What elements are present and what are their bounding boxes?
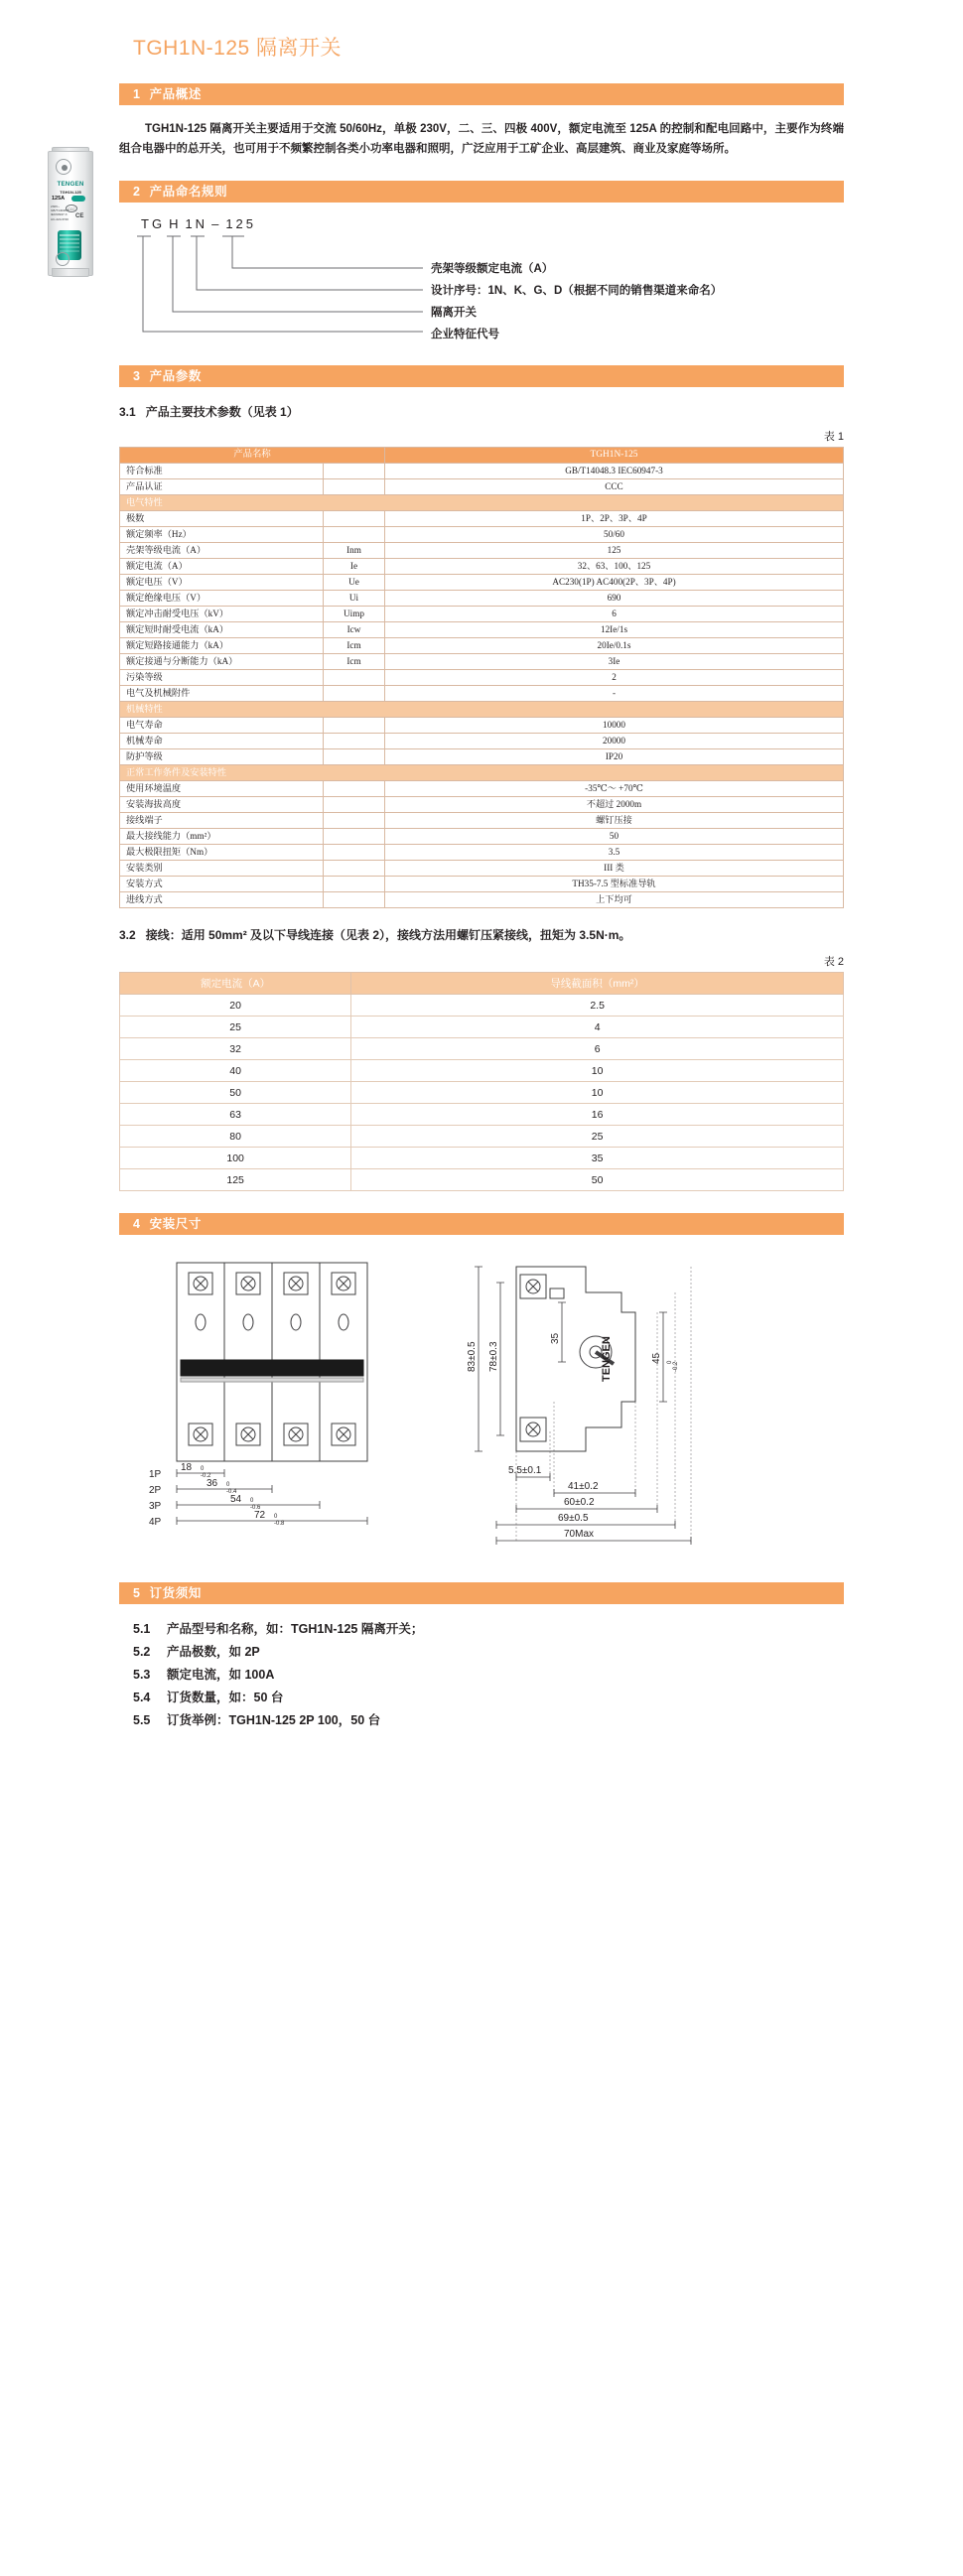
spec-row-value: IP20: [385, 749, 844, 765]
spec-row-label: 壳架等级电流（A）: [120, 543, 324, 559]
spec-row-label: 最大极限扭矩（Nm）: [120, 845, 324, 861]
spec-row-symbol: Ie: [324, 559, 385, 575]
spec-row-symbol: Uimp: [324, 607, 385, 622]
spec-row-label: 额定接通与分断能力（kA）: [120, 654, 324, 670]
dim-70max: 70Max: [564, 1529, 595, 1540]
table-row: [120, 686, 844, 702]
dim-width-18: 18: [181, 1462, 193, 1473]
table-row: [120, 575, 844, 591]
wiring-current: 20: [120, 995, 351, 1017]
dim-pole-4p: 4P: [149, 1517, 162, 1528]
section-header-ordering: [119, 1582, 844, 1604]
spec-row-label: 使用环境温度: [120, 781, 324, 797]
section-header-overview: [119, 83, 844, 105]
table-row: [120, 1017, 844, 1038]
table-row: [120, 829, 844, 845]
dimension-svg: [119, 1253, 844, 1551]
dim-41: 41±0.2: [568, 1481, 599, 1492]
table-row: [120, 559, 844, 575]
spec-row-value: TH35-7.5 型标准导轨: [385, 877, 844, 892]
spec-group-row: [120, 765, 844, 781]
spec-row-symbol: [324, 686, 385, 702]
spec-row-value: 20Ie/0.1s: [385, 638, 844, 654]
wiring-section: 4: [351, 1017, 844, 1038]
wiring-current: 63: [120, 1104, 351, 1126]
spec-row-symbol: [324, 527, 385, 543]
spec-row-symbol: [324, 718, 385, 734]
section-number: 3: [133, 369, 141, 383]
spec-row-value: GB/T14048.3 IEC60947-3: [385, 464, 844, 479]
wiring-table-body: [120, 995, 844, 1191]
ordering-item-text: 产品型号和名称，如：TGH1N-125 隔离开关；: [167, 1622, 424, 1636]
section-number: 5: [133, 1586, 141, 1600]
ordering-item: [133, 1618, 844, 1641]
naming-label-2: 隔离开关: [431, 307, 477, 319]
spec-group-label: 正常工作条件及安装特性: [120, 765, 844, 781]
section-label: 产品参数: [149, 369, 202, 383]
ordering-item-text: 额定电流，如 100A: [167, 1668, 275, 1682]
table-row: [120, 845, 844, 861]
spec-row-label: 安装类别: [120, 861, 324, 877]
spec-row-value: AC230(1P) AC400(2P、3P、4P): [385, 575, 844, 591]
table-row: [120, 1060, 844, 1082]
photo-fine-1: 230V~: [51, 204, 61, 208]
svg-text:-0.2: -0.2: [201, 1473, 211, 1479]
wiring-intro: [119, 926, 844, 945]
spec-table-body: [120, 464, 844, 908]
table-row: [120, 1126, 844, 1148]
spec-header-name: 产品名称: [120, 448, 385, 464]
section-label: 订货须知: [149, 1586, 202, 1600]
spec-row-value: 3Ie: [385, 654, 844, 670]
spec-row-value: 3.5: [385, 845, 844, 861]
code-part-1: H: [169, 216, 182, 231]
spec-row-label: 安装方式: [120, 877, 324, 892]
spec-row-symbol: [324, 892, 385, 908]
ordering-list: [133, 1618, 844, 1732]
photo-bottom-cap: [52, 268, 89, 277]
spec-row-label: 额定绝缘电压（V）: [120, 591, 324, 607]
spec-row-symbol: [324, 781, 385, 797]
spec-row-symbol: [324, 877, 385, 892]
wiring-current: 80: [120, 1126, 351, 1148]
spec-row-value: 螺钉压接: [385, 813, 844, 829]
wiring-intro-text: 接线：适用 50mm² 及以下导线连接（见表 2），接线方法用螺钉压紧接线，扭矩为 3.5N·m。: [145, 928, 631, 942]
section-number: 4: [133, 1217, 141, 1231]
spec-row-label: 额定频率（Hz）: [120, 527, 324, 543]
ordering-item: [133, 1687, 844, 1709]
spec-row-symbol: [324, 670, 385, 686]
naming-code: [141, 216, 260, 231]
ordering-item-text: 订货数量，如：50 台: [167, 1691, 284, 1704]
wiring-section: 2.5: [351, 995, 844, 1017]
spec-row-label: 进线方式: [120, 892, 324, 908]
table-row: [120, 670, 844, 686]
photo-terminal-bottom-icon: [56, 252, 69, 266]
ordering-item-number: 5.3: [133, 1668, 151, 1682]
svg-text:0: 0: [274, 1514, 278, 1520]
spec-row-value: III 类: [385, 861, 844, 877]
table-row: [120, 622, 844, 638]
table-row: [120, 511, 844, 527]
wiring-section: 25: [351, 1126, 844, 1148]
spec-row-label: 安装海拔高度: [120, 797, 324, 813]
table-row: [120, 479, 844, 495]
spec-table-header-row: [120, 448, 844, 464]
spec-row-symbol: [324, 479, 385, 495]
table-row: [120, 543, 844, 559]
ce-mark-icon: CE: [75, 213, 84, 219]
spec-row-label: 电气寿命: [120, 718, 324, 734]
code-part-2: 1N: [185, 216, 208, 231]
spec-row-symbol: Ue: [324, 575, 385, 591]
overview-paragraph: [119, 119, 844, 159]
spec-row-symbol: [324, 829, 385, 845]
section-header-dimensions: [119, 1213, 844, 1235]
spec-row-value: 125: [385, 543, 844, 559]
svg-text:0: 0: [667, 1360, 673, 1364]
dim-83: 83±0.5: [467, 1341, 478, 1372]
photo-amp-label: 125A: [52, 196, 66, 202]
spec-row-symbol: Ui: [324, 591, 385, 607]
table-row: [120, 877, 844, 892]
product-photo: [22, 147, 117, 282]
dim-width-72: 72: [254, 1510, 266, 1521]
wiring-header-row: [120, 973, 844, 995]
spec-row-symbol: [324, 734, 385, 749]
table-row: [120, 718, 844, 734]
section-number: 2: [133, 185, 141, 199]
spec-row-value: 20000: [385, 734, 844, 749]
dim-45: 45: [651, 1352, 662, 1364]
spec-row-value: 6: [385, 607, 844, 622]
dim-width-36: 36: [206, 1478, 218, 1489]
page-title: TGH1N-125 隔离开关: [133, 37, 343, 60]
subheading-3-1: [119, 403, 844, 420]
spec-row-label: 额定短路接通能力（kA）: [120, 638, 324, 654]
spec-row-label: 额定短时耐受电流（kA）: [120, 622, 324, 638]
wiring-current: 50: [120, 1082, 351, 1104]
naming-labels: [431, 258, 722, 345]
spec-row-value: 50: [385, 829, 844, 845]
svg-text:0: 0: [250, 1498, 254, 1504]
spec-row-value: 上下均可: [385, 892, 844, 908]
spec-row-label: 产品认证: [120, 479, 324, 495]
dimension-drawings: [119, 1253, 844, 1560]
spec-row-value: 1P、2P、3P、4P: [385, 511, 844, 527]
section-header-naming: [119, 181, 844, 203]
table-row: [120, 591, 844, 607]
spec-row-symbol: [324, 464, 385, 479]
wiring-current: 125: [120, 1169, 351, 1191]
wiring-section: 10: [351, 1082, 844, 1104]
photo-brand-label: TENGEN: [57, 181, 84, 188]
photo-indicator-window: [71, 196, 85, 202]
spec-row-symbol: Inm: [324, 543, 385, 559]
dim-width-54: 54: [230, 1494, 242, 1505]
spec-row-value: 690: [385, 591, 844, 607]
ordering-item: [133, 1641, 844, 1664]
ordering-item-number: 5.5: [133, 1713, 151, 1727]
table-row: [120, 638, 844, 654]
spec-row-value: 2: [385, 670, 844, 686]
naming-label-3: 企业特征代号: [431, 329, 499, 340]
spec-row-label: 污染等级: [120, 670, 324, 686]
photo-model-label: TGH1N-125: [60, 190, 81, 195]
wiring-section: 35: [351, 1148, 844, 1169]
svg-text:-0.8: -0.8: [274, 1521, 285, 1527]
table-row: [120, 1082, 844, 1104]
spec-row-symbol: Icw: [324, 622, 385, 638]
spec-row-label: 最大接线能力（mm²）: [120, 829, 324, 845]
spec-row-symbol: Icm: [324, 654, 385, 670]
spec-group-label: 电气特性: [120, 495, 844, 511]
dim-pole-3p: 3P: [149, 1501, 162, 1512]
naming-rule-diagram: [133, 214, 844, 343]
wiring-section: 6: [351, 1038, 844, 1060]
wiring-header-current: 额定电流（A）: [120, 973, 351, 995]
wiring-header-section: 导线截面积（mm²）: [351, 973, 844, 995]
wiring-intro-number: 3.2: [119, 928, 136, 942]
spec-row-label: 接线端子: [120, 813, 324, 829]
photo-fine-2: GB/T14048.3: [51, 208, 69, 213]
table-row: [120, 861, 844, 877]
table2-caption: 表 2: [823, 956, 844, 968]
section-header-parameters: [119, 365, 844, 387]
svg-text:0: 0: [226, 1482, 230, 1488]
spec-group-row: [120, 702, 844, 718]
spec-row-value: -: [385, 686, 844, 702]
overview-text: TGH1N-125 隔离开关主要适用于交流 50/60Hz，单极 230V，二、三、四极 400V，额定电流至 125A 的控制和配电回路中，主要作为终端组合电器中的总开关，也可用于不频繁控制各类小功率电器和照明，广泛应用于工矿企业、高层建筑、商业及家庭等场所。: [119, 123, 844, 155]
spec-row-value: 12Ie/1s: [385, 622, 844, 638]
spec-row-label: 额定冲击耐受电压（kV）: [120, 607, 324, 622]
spec-row-symbol: [324, 511, 385, 527]
ordering-item: [133, 1664, 844, 1687]
section-label: 产品概述: [149, 87, 202, 101]
subheading-number: 3.1: [119, 405, 136, 419]
table-row: [120, 813, 844, 829]
section-label: 产品命名规则: [149, 185, 228, 199]
spec-row-value: 32、63、100、125: [385, 559, 844, 575]
table-row: [120, 797, 844, 813]
ordering-item: [133, 1709, 844, 1732]
table-row: [120, 781, 844, 797]
table-row: [120, 734, 844, 749]
table-row: [120, 654, 844, 670]
spec-row-value: -35℃～ +70℃: [385, 781, 844, 797]
table-row: [120, 1038, 844, 1060]
table-row: [120, 464, 844, 479]
table-row: [120, 892, 844, 908]
spec-row-symbol: [324, 749, 385, 765]
dim-60: 60±0.2: [564, 1497, 595, 1508]
dim-69: 69±0.5: [558, 1513, 589, 1524]
spec-row-label: 额定电压（V）: [120, 575, 324, 591]
spec-row-value: 50/60: [385, 527, 844, 543]
wiring-current: 25: [120, 1017, 351, 1038]
spec-row-label: 电气及机械附件: [120, 686, 324, 702]
spec-row-label: 防护等级: [120, 749, 324, 765]
dim-pole-2p: 2P: [149, 1485, 162, 1496]
wiring-current: 100: [120, 1148, 351, 1169]
svg-text:-0.6: -0.6: [250, 1505, 261, 1511]
table-row: [120, 607, 844, 622]
dim-35: 35: [550, 1332, 561, 1344]
dim-78: 78±0.3: [488, 1341, 499, 1372]
wiring-section: 16: [351, 1104, 844, 1126]
subheading-text: 产品主要技术参数（见表 1）: [145, 405, 299, 419]
svg-text:-0.2: -0.2: [673, 1361, 679, 1372]
spec-row-value: 不超过 2000m: [385, 797, 844, 813]
spec-row-value: 10000: [385, 718, 844, 734]
spec-group-row: [120, 495, 844, 511]
spec-group-label: 机械特性: [120, 702, 844, 718]
spec-header-model: TGH1N-125: [385, 448, 844, 464]
spec-row-symbol: [324, 813, 385, 829]
wiring-table: [119, 972, 844, 1191]
wiring-current: 32: [120, 1038, 351, 1060]
svg-text:-0.4: -0.4: [226, 1489, 237, 1495]
spec-table: [119, 447, 844, 908]
spec-row-value: CCC: [385, 479, 844, 495]
svg-text:0: 0: [201, 1466, 205, 1472]
code-part-3: –: [211, 216, 222, 231]
code-part-4: 125: [225, 216, 257, 231]
table-row: [120, 1148, 844, 1169]
photo-fine-3: IEC60947-3: [51, 212, 68, 217]
photo-fine-4: AC-22A IP20: [51, 216, 69, 221]
ordering-item-number: 5.2: [133, 1645, 151, 1659]
side-brand-text: TENGEN: [601, 1336, 613, 1382]
section-label: 安装尺寸: [149, 1217, 202, 1231]
ordering-item-text: 订货举例：TGH1N-125 2P 100，50 台: [167, 1713, 381, 1727]
ordering-item-number: 5.4: [133, 1691, 151, 1704]
naming-leader-lines: [133, 232, 431, 339]
spec-row-symbol: Icm: [324, 638, 385, 654]
naming-label-0: 壳架等级额定电流（A）: [431, 263, 554, 275]
photo-terminal-top-icon: [56, 159, 71, 175]
ordering-item-text: 产品极数，如 2P: [167, 1645, 260, 1659]
naming-label-1: 设计序号：1N、K、G、D（根据不同的销售渠道来命名）: [431, 285, 723, 297]
code-part-0: TG: [141, 216, 166, 231]
table1-caption: 表 1: [823, 431, 844, 443]
wiring-section: 50: [351, 1169, 844, 1191]
table-row: [120, 1104, 844, 1126]
spec-row-label: 极数: [120, 511, 324, 527]
table-row: [120, 527, 844, 543]
table-row: [120, 995, 844, 1017]
table-row: [120, 749, 844, 765]
spec-row-symbol: [324, 845, 385, 861]
ccc-mark-icon: CCC: [66, 204, 77, 212]
spec-row-label: 机械寿命: [120, 734, 324, 749]
spec-row-label: 额定电流（A）: [120, 559, 324, 575]
spec-row-symbol: [324, 797, 385, 813]
wiring-current: 40: [120, 1060, 351, 1082]
spec-row-symbol: [324, 861, 385, 877]
dim-55: 5.5±0.1: [508, 1465, 542, 1476]
spec-row-label: 符合标准: [120, 464, 324, 479]
ordering-item-number: 5.1: [133, 1622, 151, 1636]
dim-pole-1p: 1P: [149, 1469, 162, 1480]
wiring-section: 10: [351, 1060, 844, 1082]
table-row: [120, 1169, 844, 1191]
section-number: 1: [133, 87, 141, 101]
